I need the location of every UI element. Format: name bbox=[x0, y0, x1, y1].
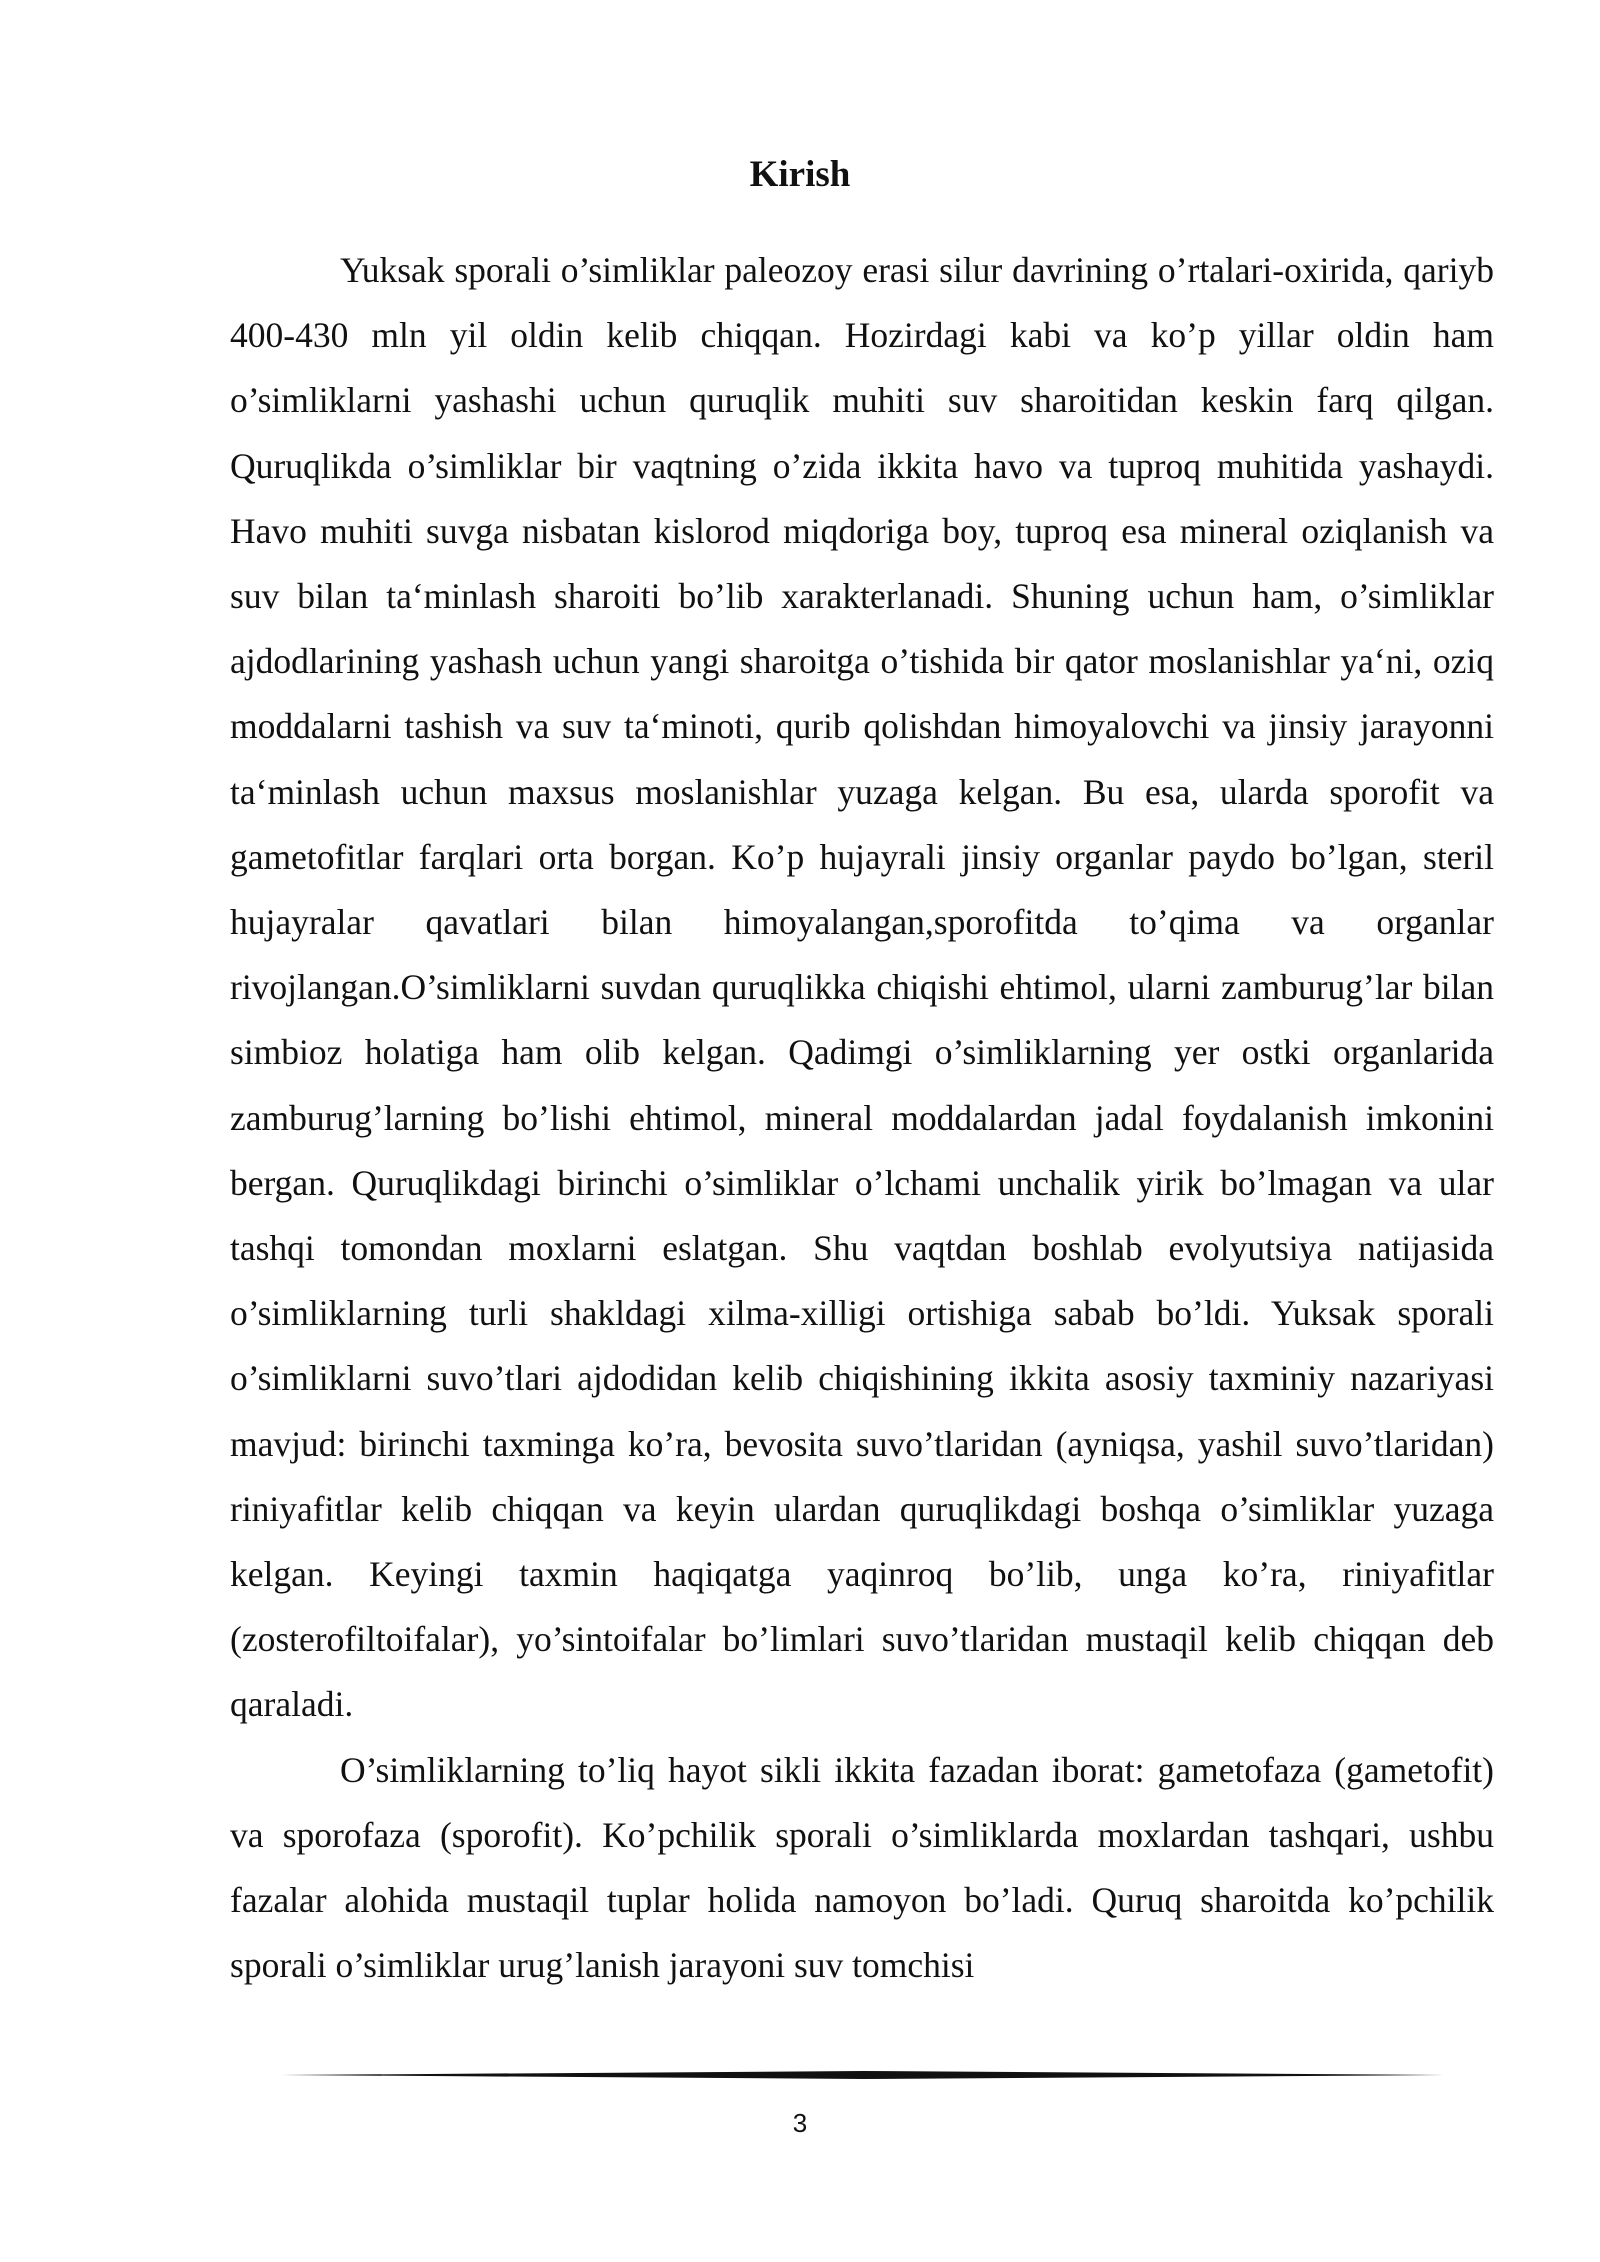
paragraph-1: Yuksak sporali o’simliklar paleozoy erasi silur davrining o’rtalari-oxirida, qariyb 400-430 mln yil oldin kelib chiqqan. Hozirdagi kabi va ko’p yillar oldin ham o’simliklarni yashashi uchun quruqlik muhiti suv sharoitidan keskin farq qilgan. Quruqlikda o’simliklar bir vaqtning o’zida ikkita havo va tuproq muhitida yashaydi. Havo muhiti suvga nisbatan kislorod miqdoriga boy, tuproq esa mineral oziqlanish va suv bilan ta‘minlash sharoiti bo’lib xarakterlanadi. Shuning uchun ham, o’simliklar ajdodlarining yashash uchun yangi sharoitga o’tishida bir qator moslanishlar ya‘ni, oziq moddalarni tashish va suv ta‘minoti, qurib qolishdan himoyalovchi va jinsiy jarayonni ta‘minlash uchun maxsus moslanishlar yuzaga kelgan. Bu esa, ularda sporofit va gametofitlar farqlari orta borgan. Ko’p hujayrali jinsiy organlar paydo bo’lgan, steril hujayralar qavatlari bilan himoyalangan,sporofitda to’qima va organlar rivojlangan.O’simliklarni suvdan quruqlikka chiqishi ehtimol, ularni zamburug’lar bilan simbioz holatiga ham olib kelgan. Qadimgi o’simliklarning yer ostki organlarida zamburug’larning bo’lishi ehtimol, mineral moddalardan jadal foydalanish imkonini bergan. Quruqlikdagi birinchi o’simliklar o’lchami unchalik yirik bo’lmagan va ular tashqi tomondan moxlarni eslatgan. Shu vaqtdan boshlab evolyutsiya natijasida o’simliklarning turli shakldagi xilma-xilligi ortishiga sabab bo’ldi. Yuksak sporali o’simliklarni suvo’tlari ajdodidan kelib chiqishining ikkita asosiy taxminiy nazariyasi mavjud: birinchi taxminga ko’ra, bevosita suvo’tlaridan (ayniqsa, yashil suvo’tlaridan) riniyafitlar kelib chiqqan va keyin ulardan quruqlikdagi boshqa o’simliklar yuzaga kelgan. Keyingi taxmin haqiqatga yaqinroq bo’lib, unga ko’ra, riniyafitlar (zosterofiltoifalar), yo’sintoifalar bo’limlari suvo’tlaridan mustaqil kelib chiqqan deb qaraladi. bbox=[230, 250, 1494, 1725]
page-title: Kirish bbox=[749, 154, 851, 195]
body-text bbox=[230, 238, 1494, 1998]
page-number: 3 bbox=[792, 2108, 808, 2138]
paragraph-2: O’simliklarning to’liq hayot sikli ikkita fazadan iborat: gametofaza (gametofit) va sporofaza (sporofit). Ko’pchilik sporali o’simliklarda moxlardan tashqari, ushbu fazalar alohida mustaqil tuplar holida namoyon bo’ladi. Quruq sharoitda ko’pchilik sporali o’simliklar urug’lanish jarayoni suv tomchisi bbox=[230, 1749, 1494, 1986]
footer-rule bbox=[282, 2070, 1444, 2080]
